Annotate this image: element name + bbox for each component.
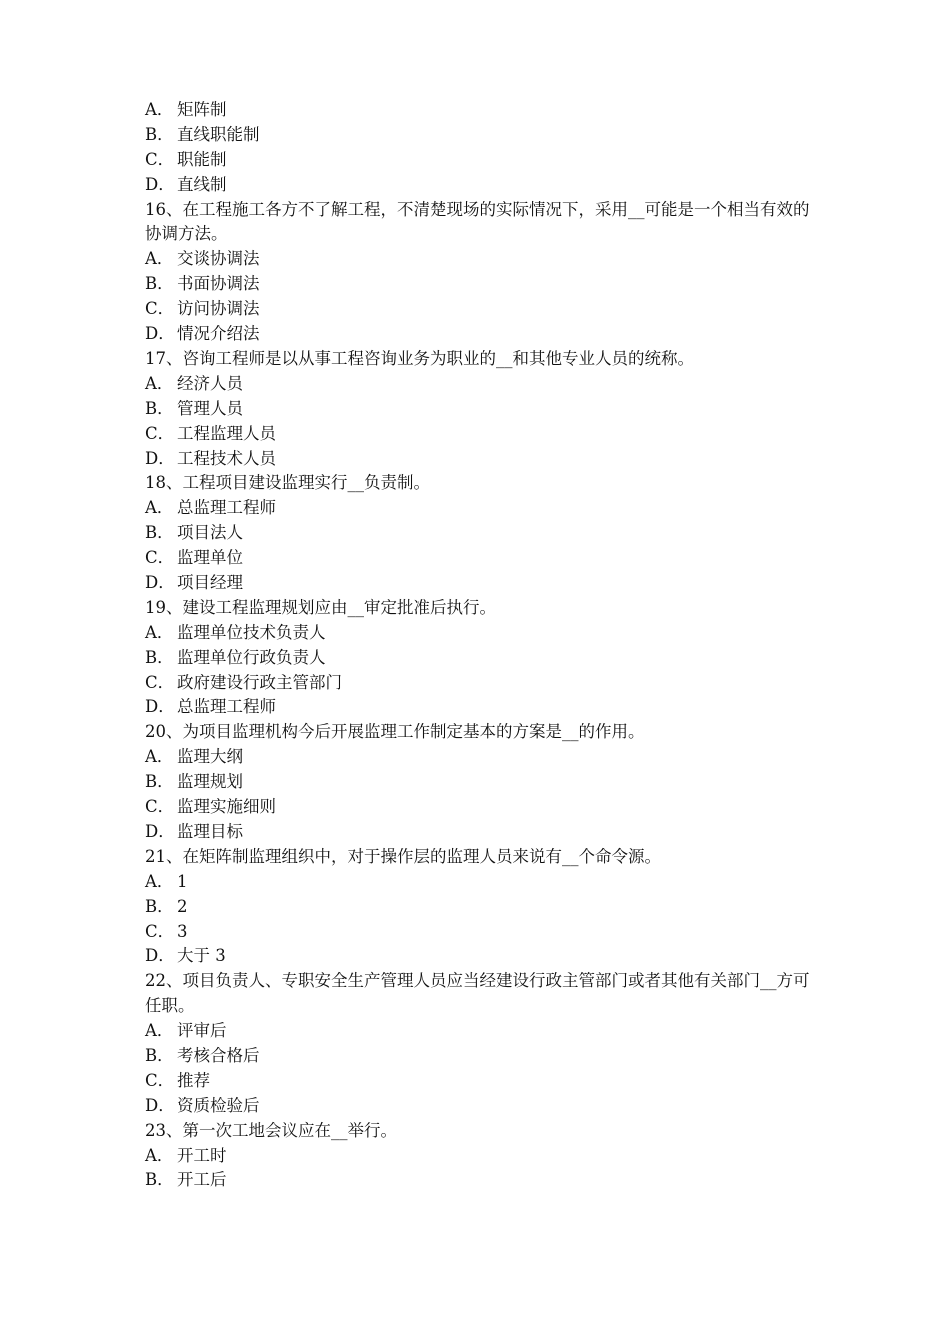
option-text: 职能制 [177, 149, 227, 169]
option-letter: B． [145, 398, 174, 418]
option-text: 2 [177, 896, 188, 916]
question-text: 20、为项目监理机构今后开展监理工作制定基本的方案是__的作用。 [145, 722, 645, 742]
answer-option [145, 297, 815, 322]
answer-option [145, 870, 815, 895]
answer-option [145, 745, 815, 770]
option-letter: C． [145, 149, 175, 169]
option-text: 监理实施细则 [177, 797, 276, 817]
option-text: 开工时 [177, 1145, 227, 1165]
option-letter: B． [145, 772, 174, 792]
option-letter: A． [145, 747, 174, 767]
option-letter: D． [145, 821, 175, 841]
option-text: 监理目标 [177, 821, 243, 841]
question-text: 22、项目负责人、专职安全生产管理人员应当经建设行政主管部门或者其他有关部门__方可任职。 [145, 971, 810, 1016]
option-letter: B． [145, 124, 174, 144]
option-letter: C． [145, 548, 175, 568]
answer-option [145, 247, 815, 272]
option-text: 考核合格后 [177, 1045, 260, 1065]
answer-option [145, 1019, 815, 1044]
option-text: 直线制 [177, 174, 227, 194]
option-text: 政府建设行政主管部门 [177, 672, 342, 692]
option-text: 工程监理人员 [177, 423, 276, 443]
option-text: 开工后 [177, 1170, 227, 1190]
answer-option [145, 646, 815, 671]
option-letter: A． [145, 100, 174, 119]
answer-option [145, 447, 815, 472]
answer-option [145, 820, 815, 845]
answer-option [145, 621, 815, 646]
answer-option [145, 770, 815, 795]
option-letter: C． [145, 423, 175, 443]
option-text: 监理规划 [177, 772, 243, 792]
answer-option [145, 895, 815, 920]
option-text: 书面协调法 [177, 274, 260, 294]
answer-option [145, 1144, 815, 1169]
option-text: 项目法人 [177, 523, 243, 543]
option-text: 总监理工程师 [177, 697, 276, 717]
answer-option [145, 372, 815, 397]
answer-option [145, 422, 815, 447]
answer-option [145, 272, 815, 297]
option-text: 资质检验后 [177, 1095, 260, 1115]
answer-option [145, 671, 815, 696]
answer-option [145, 98, 815, 123]
answer-option [145, 695, 815, 720]
option-letter: B． [145, 1170, 174, 1190]
answer-option [145, 944, 815, 969]
option-text: 直线职能制 [177, 124, 260, 144]
answer-option [145, 1094, 815, 1119]
option-text: 监理大纲 [177, 747, 243, 767]
option-letter: A． [145, 373, 174, 393]
answer-option [145, 1044, 815, 1069]
document-page [145, 98, 815, 1193]
option-text: 监理单位技术负责人 [177, 622, 326, 642]
option-text: 评审后 [177, 1021, 227, 1041]
option-text: 大于 3 [177, 946, 226, 966]
option-text: 监理单位 [177, 548, 243, 568]
option-letter: B． [145, 647, 174, 667]
option-text: 管理人员 [177, 398, 243, 418]
answer-option [145, 1168, 815, 1193]
option-letter: D． [145, 448, 175, 468]
option-letter: C． [145, 921, 175, 941]
option-text: 经济人员 [177, 373, 243, 393]
option-text: 工程技术人员 [177, 448, 276, 468]
answer-option [145, 496, 815, 521]
option-letter: D． [145, 697, 175, 717]
answer-option [145, 397, 815, 422]
option-text: 交谈协调法 [177, 249, 260, 269]
option-text: 3 [177, 921, 188, 941]
option-letter: D． [145, 946, 175, 966]
answer-option [145, 571, 815, 596]
answer-option [145, 920, 815, 945]
option-text: 情况介绍法 [177, 324, 260, 344]
option-text: 总监理工程师 [177, 498, 276, 518]
answer-option [145, 521, 815, 546]
question-text: 21、在矩阵制监理组织中，对于操作层的监理人员来说有__个命令源。 [145, 846, 661, 866]
question-text: 23、第一次工地会议应在__举行。 [145, 1120, 397, 1140]
option-letter: B． [145, 274, 174, 294]
option-text: 1 [177, 871, 188, 891]
option-letter: A． [145, 249, 174, 269]
option-letter: D． [145, 572, 175, 592]
question-text: 16、在工程施工各方不了解工程，不清楚现场的实际情况下，采用__可能是一个相当有效的协调方法。 [145, 199, 810, 244]
answer-option [145, 123, 815, 148]
option-letter: C． [145, 672, 175, 692]
answer-option [145, 148, 815, 173]
answer-option [145, 546, 815, 571]
option-letter: D． [145, 174, 175, 194]
question-text: 18、工程项目建设监理实行__负责制。 [145, 473, 430, 493]
option-letter: A． [145, 622, 174, 642]
option-letter: C． [145, 1070, 175, 1090]
option-text: 监理单位行政负责人 [177, 647, 326, 667]
option-letter: C． [145, 299, 175, 319]
answer-option [145, 173, 815, 198]
option-letter: B． [145, 896, 174, 916]
answer-option [145, 795, 815, 820]
option-letter: B． [145, 1045, 174, 1065]
option-letter: B． [145, 523, 174, 543]
option-text: 项目经理 [177, 572, 243, 592]
option-letter: C． [145, 797, 175, 817]
option-text: 访问协调法 [177, 299, 260, 319]
option-letter: A． [145, 1021, 174, 1041]
option-letter: D． [145, 1095, 175, 1115]
answer-option [145, 322, 815, 347]
option-text: 矩阵制 [177, 100, 227, 119]
option-letter: A． [145, 498, 174, 518]
question-text: 19、建设工程监理规划应由__审定批准后执行。 [145, 597, 496, 617]
option-text: 推荐 [177, 1070, 210, 1090]
option-letter: A． [145, 1145, 174, 1165]
answer-option [145, 1069, 815, 1094]
option-letter: A． [145, 871, 174, 891]
question-text: 17、咨询工程师是以从事工程咨询业务为职业的__和其他专业人员的统称。 [145, 348, 694, 368]
option-letter: D． [145, 324, 175, 344]
